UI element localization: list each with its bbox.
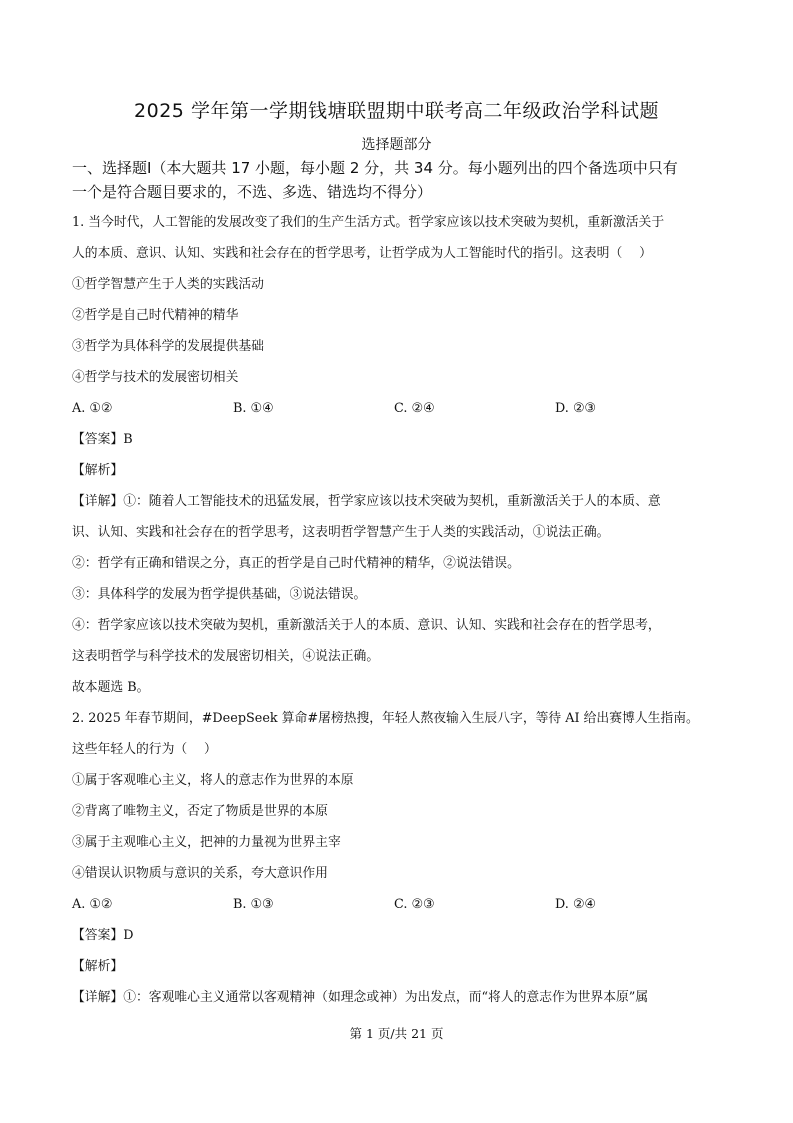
detail-line: 【详解】①：客观唯心主义通常以客观精神（如理念或神）为出发点，而“将人的意志作为世界本原”属	[72, 990, 649, 1005]
option-b: B. ①③	[233, 897, 274, 912]
page-subtitle: 选择题部分	[361, 137, 432, 153]
analysis-label: 【解析】	[72, 959, 124, 974]
statement-item: ③属于主观唯心主义，把神的力量视为世界主宰	[72, 835, 341, 850]
option-c: C. ②④	[394, 401, 435, 416]
statement-item: ③哲学为具体科学的发展提供基础	[72, 339, 264, 354]
option-d: D. ②④	[555, 897, 596, 912]
statement-item: ②哲学是自己时代精神的精华	[72, 308, 239, 323]
section-heading-line: 一个是符合题目要求的，不选、多选、错选均不得分）	[72, 183, 433, 201]
page-footer: 第 1 页/共 21 页	[349, 1026, 444, 1041]
question-2	[72, 703, 724, 1013]
detail-line: ②：哲学有正确和错误之分，真正的哲学是自己时代精神的精华，②说法错误。	[72, 556, 520, 571]
detail-line: 识、认知、实践和社会存在的哲学思考，这表明哲学智慧产生于人类的实践活动，①说法正确。	[72, 525, 610, 540]
answer-label: 【答案】D	[72, 928, 134, 943]
document-body	[72, 156, 724, 1013]
answer-label: 【答案】B	[72, 432, 133, 447]
detail-line: ③：具体科学的发展为哲学提供基础，③说法错误。	[72, 587, 367, 602]
answer-options	[72, 889, 724, 920]
question-stem-line: 2. 2025 年春节期间，#DeepSeek 算命#屠榜热搜，年轻人熬夜输入生辰八字，等待 AI 给出赛博人生指南。	[72, 711, 699, 726]
option-a: A. ①②	[72, 897, 113, 912]
detail-line: 【详解】①：随着人工智能技术的迅猛发展，哲学家应该以技术突破为契机，重新激活关于人的本质、意	[72, 494, 661, 509]
option-d: D. ②③	[555, 401, 596, 416]
statement-item: ④错误认识物质与意识的关系，夸大意识作用	[72, 866, 328, 881]
statement-item: ②背离了唯物主义，否定了物质是世界的本原	[72, 804, 328, 819]
detail-line: ④：哲学家应该以技术突破为契机，重新激活关于人的本质、意识、认知、实践和社会存在的哲学思考，	[72, 618, 661, 633]
page-title: 2025 学年第一学期钱塘联盟期中联考高二年级政治学科试题	[134, 100, 659, 122]
option-c: C. ②③	[394, 897, 435, 912]
statement-item: ①属于客观唯心主义，将人的意志作为世界的本原	[72, 773, 354, 788]
question-stem-line: 这些年轻人的行为（ ）	[72, 742, 217, 757]
question-stem-line: 人的本质、意识、认知、实践和社会存在的哲学思考，让哲学成为人工智能时代的指引。这表明（ ）	[72, 246, 652, 261]
section-heading-line: 一、选择题Ⅰ（本大题共 17 小题，每小题 2 分，共 34 分。每小题列出的四个备选项中只有	[72, 159, 678, 177]
statement-item: ④哲学与技术的发展密切相关	[72, 370, 239, 385]
detail-line: 这表明哲学与科学技术的发展密切相关，④说法正确。	[72, 649, 380, 664]
analysis-label: 【解析】	[72, 463, 124, 478]
option-a: A. ①②	[72, 401, 113, 416]
answer-options	[72, 393, 724, 424]
detail-line: 故本题选 B。	[72, 680, 150, 695]
statement-item: ①哲学智慧产生于人类的实践活动	[72, 277, 264, 292]
question-1	[72, 207, 724, 703]
question-stem-line: 1. 当今时代，人工智能的发展改变了我们的生产生活方式。哲学家应该以技术突破为契机，重新激活关于	[72, 215, 665, 230]
option-b: B. ①④	[233, 401, 274, 416]
